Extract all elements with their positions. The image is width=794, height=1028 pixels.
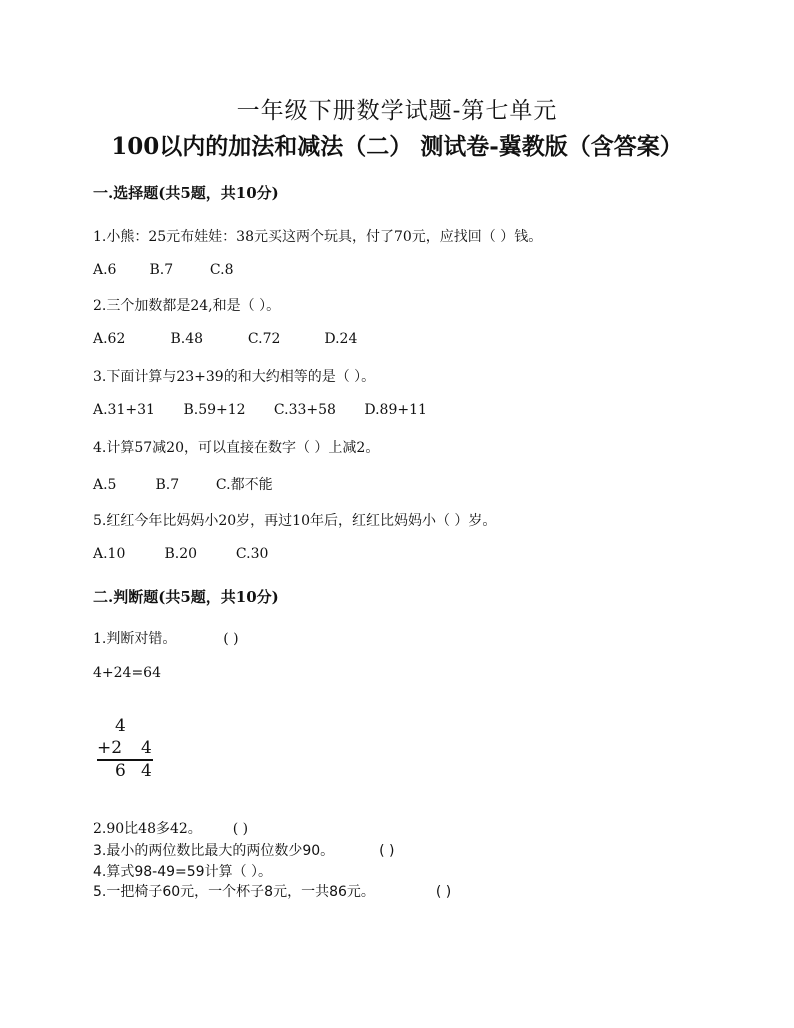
judge-question-5-text: 5.一把椅子60元，一个杯子8元，一共86元。 [93,884,375,900]
judge-question-3 [93,840,394,860]
question-4-text: 4.计算57减20，可以直接在数字（ ）上减2。 [93,440,380,456]
section-heading-choice: 一.选择题(共5题，共10分) [93,184,279,202]
document-title-line2: 100以内的加法和减法（二） 测试卷-冀教版（含答案） [111,133,683,160]
judge-question-2 [93,818,248,838]
answer-paren: ( ) [223,631,239,647]
answer-paren: ( ) [435,884,452,900]
question-2-text: 2.三个加数都是24,和是（ ）。 [93,298,281,314]
judge-question-4 [93,861,272,881]
option: A.6 [93,262,117,278]
section-heading-judgement: 二.判断题(共5题，共10分) [93,588,279,606]
option: D.89+11 [364,402,427,418]
option: C.都不能 [215,477,273,493]
vertical-top-digit: 4 [115,716,126,736]
option: A.10 [93,546,126,562]
option: B.7 [149,262,174,278]
option: B.7 [155,477,180,493]
option: B.20 [164,546,198,562]
option: A.62 [93,331,126,347]
judge-question-1 [93,628,239,648]
vertical-addition [93,712,163,782]
option: C.8 [209,262,234,278]
judge-question-2-text: 2.90比48多42。 [93,821,202,837]
judge-question-4-text: 4.算式98-49=59计算（ ）。 [93,864,273,880]
judge-question-1-equation: 4+24=64 [93,665,161,681]
question-3-options [93,402,427,418]
answer-paren: ( ) [379,843,395,859]
question-5-options [93,546,268,562]
question-3-text: 3.下面计算与23+39的和大约相等的是（ ）。 [93,369,376,385]
question-1-text: 1.小熊：25元布娃娃：38元买这两个玩具，付了70元，应找回（ ）钱。 [93,229,543,245]
option: B.59+12 [183,402,246,418]
option: C.30 [235,546,269,562]
question-5-text: 5.红红今年比妈妈小20岁，再过10年后，红红比妈妈小（ ）岁。 [93,513,497,529]
option: C.33+58 [273,402,336,418]
question-2-options [93,331,357,347]
answer-paren: ( ) [232,821,249,837]
document-title-line1: 一年级下册数学试题-第七单元 [236,98,558,124]
judge-question-3-text: 3.最小的两位数比最大的两位数少90。 [93,843,335,859]
judge-question-1-text: 1.判断对错。 [93,631,177,647]
option: C.72 [247,331,281,347]
judge-question-5 [93,881,451,901]
option: D.24 [324,331,358,347]
vertical-result-ones: 4 [141,761,152,781]
vertical-plus-tens: +2 [97,738,123,758]
option: A.31+31 [93,402,155,418]
option: A.5 [93,477,117,493]
question-4-options [93,474,273,494]
vertical-result-tens: 6 [115,761,126,781]
option: B.48 [170,331,204,347]
question-1-options [93,262,233,278]
vertical-addend-ones: 4 [141,738,152,758]
